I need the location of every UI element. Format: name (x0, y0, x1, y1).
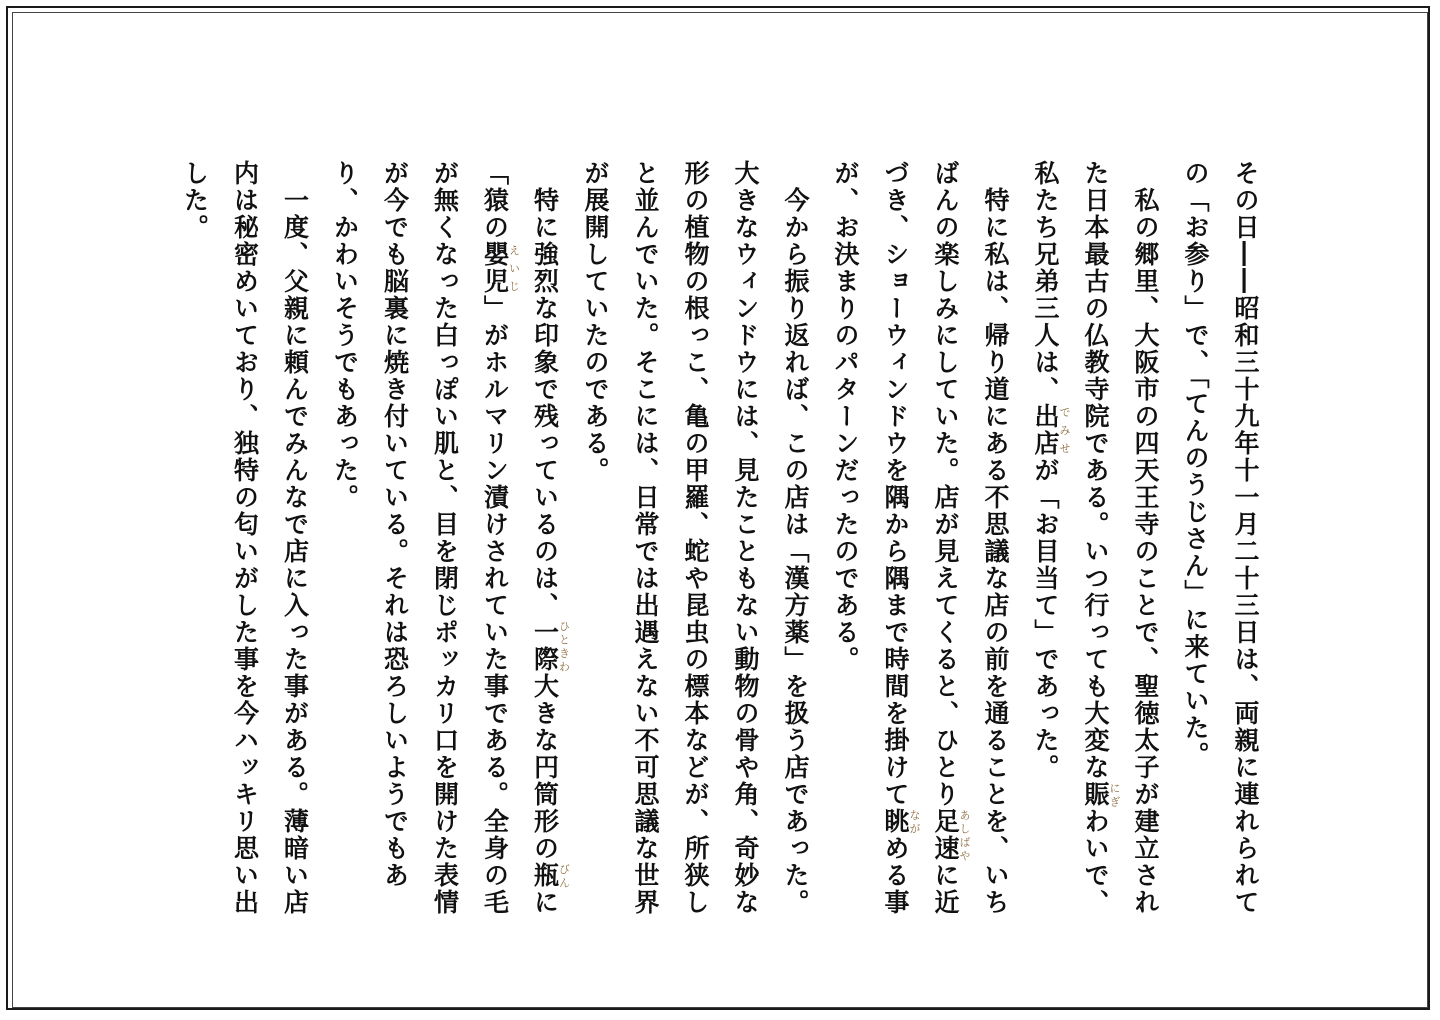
ruby-annotated-word: 瓶びん (530, 862, 571, 889)
text-run: わいで、私たち兄弟三人は、 (1031, 160, 1110, 916)
text-run: 大きな円筒形の (530, 673, 560, 862)
furigana: にぎ (1108, 781, 1121, 808)
paragraph (820, 160, 1020, 920)
text-run: が「お目当て」であった。 (1031, 457, 1060, 781)
ruby-annotated-word: 一際ひときわ (530, 619, 571, 673)
text-run: める事が、お決まりのパターンだったのである。 (831, 160, 910, 916)
furigana: でみせ (1058, 403, 1071, 457)
text-run: 私の郷里、大阪市の四天王寺のことで、聖徳太子が建立された日本最古の仏教寺院である。いつ行っても大変な (1081, 160, 1160, 916)
paragraph (570, 160, 820, 920)
paragraph (320, 160, 571, 920)
paragraph (1020, 160, 1170, 920)
ruby-annotated-word: 足速あしばや (931, 808, 971, 862)
text-run: 特に私は、帰り道にある不思議な店の前を通ることを、いちばんの楽しみにしていた。店が見えてくると、ひとり (931, 160, 1010, 916)
text-run: に近づき、ショーウィンドウを隅から隅まで時間を掛けて (881, 160, 960, 916)
furigana: えいじ (507, 241, 521, 295)
text-run: その日――昭和三十九年十一月二十三日は、両親に連れられての「お参り」で、「てんのうじさん」に来ていた。 (1181, 160, 1260, 916)
furigana: あしばや (958, 808, 971, 862)
ruby-annotated-word: 嬰児えいじ (480, 241, 521, 295)
text-run: 特に強烈な印象で残っているのは、 (530, 160, 560, 619)
furigana: なが (908, 808, 921, 835)
ruby-annotated-word: 眺なが (881, 808, 921, 835)
furigana: びん (557, 862, 571, 889)
paragraph (170, 160, 320, 920)
text-run: に「猿の (480, 160, 560, 916)
ruby-annotated-word: 賑にぎ (1081, 781, 1121, 808)
text-run: 一度、父親に頼んでみんなで店に入った事がある。薄暗い店内は秘密めいており、独特の匂いがした事を今ハッキリ思い出した。 (180, 160, 310, 916)
paragraph (1170, 160, 1270, 920)
ruby-annotated-word: 出店でみせ (1031, 403, 1071, 457)
text-run: 今から振り返れば、この店は「漢方薬」を扱う店であった。大きなウィンドウには、見たこともない動物の骨や角、奇妙な形の植物の根っこ、亀の甲羅、蛇や昆虫の標本などが、所狭しと並んでいた。そこには、日常では出遇えない不可思議な世界が展開していたのである。 (581, 160, 810, 916)
text-run: 」がホルマリン漬けされていた事である。全身の毛が無くなった白っぽい肌と、目を閉じポッカリ口を開けた表情が今でも脳裏に焼き付いている。それは恐ろしいようでもあり、かわいそうでもあった。 (330, 160, 510, 916)
furigana: ひときわ (557, 619, 571, 673)
vertical-text-body (170, 160, 1270, 920)
